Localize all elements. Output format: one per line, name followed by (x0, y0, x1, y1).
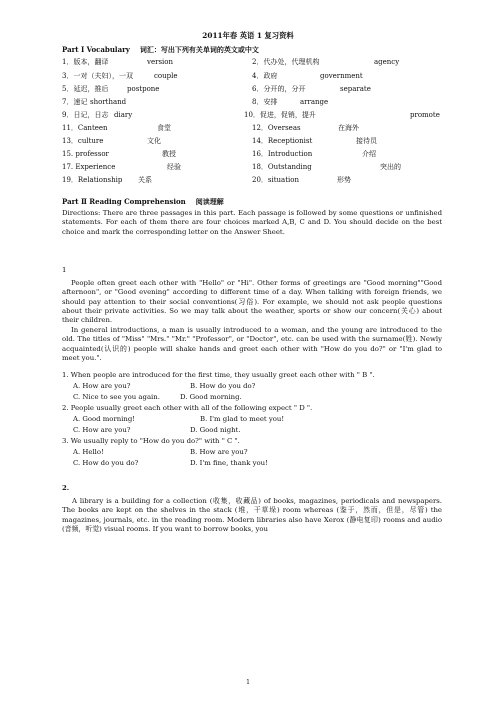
question-1-option-c: C. Nice to see you again. (73, 393, 160, 401)
vocab-cell: 8．安排 (252, 98, 278, 106)
passage-1-paragraph-1: People often greet each other with "Hello" or "Hi". Other forms of greetings are "Good morning""Good afternoon", or "Good evening" according to different time of a day. When talking with foreign friends, we should pay attention to their social conventions(习俗). For example, we should not ask people questions about their private activities. So we may talk about the weather, sports or show our concern(关心) about their children. (62, 279, 442, 325)
vocab-cell: couple (154, 72, 178, 80)
vocab-cell: arrange (300, 98, 329, 106)
vocab-row (62, 162, 442, 172)
passage-2-number: 2. (62, 484, 70, 492)
question-2-stem: 2. People usually greet each other with all of the following expect " D ". (62, 404, 313, 412)
vocab-cell: 6．分开的，分开 (252, 85, 306, 93)
vocab-cell: 经验 (167, 163, 181, 171)
vocab-cell: 7．速记 (62, 98, 88, 106)
vocab-cell: separate (340, 85, 371, 93)
directions: Directions: There are three passages in this part. Each passage is followed by some questions or unfinished statements. For each of them there are four choices marked A,B, C and D. You should decide on the best choice and mark the corresponding letter on the Answer Sheet. (62, 209, 442, 236)
vocab-cell: 18．Outstanding (252, 163, 312, 171)
vocab-cell: 形势 (337, 176, 351, 184)
vocab-cell: 突出的 (380, 163, 401, 171)
vocab-cell: 16．Introduction (252, 150, 313, 158)
question-3-option-b: B. How are you? (190, 448, 248, 456)
part2-label: Part Ⅱ Reading Comprehension (62, 197, 186, 206)
vocab-row (62, 71, 442, 81)
vocab-cell: 1．版本，翻译 (62, 58, 109, 66)
vocab-row (62, 57, 442, 67)
vocab-cell: 教授 (162, 150, 176, 158)
question-1-option-a: A. How are you? (73, 382, 131, 390)
question-2-option-b: B. I'm glad to meet you! (200, 415, 285, 423)
question-2-option-a: A. Good morning! (73, 415, 135, 423)
vocab-cell: 介绍 (362, 150, 376, 158)
vocab-cell: 文化 (147, 137, 161, 145)
vocab-cell: 关系 (138, 176, 152, 184)
question-2-option-c: C. How are you? (73, 426, 131, 434)
part2-heading (62, 197, 224, 207)
vocab-row (62, 84, 442, 94)
passage-1-paragraph-2: In general introductions, a man is usually introduced to a woman, and the young are introduced to the old. The titles of "Miss" "Mrs." "Mr." "Professor", or "Doctor", etc. can be used with the surname(姓). Newly acquainted(认识的) people will shake hands and greet each other with "How do you do?" or "I'm glad to meet you.". (62, 326, 442, 362)
question-3-option-c: C. How do you do? (73, 459, 139, 467)
question-1-option-b: B. How do you do? (190, 382, 256, 390)
vocab-cell: 接待员 (356, 137, 377, 145)
vocab-cell: 14．Receptionist (252, 137, 313, 145)
vocab-cell: 9．日记，日志 (62, 111, 109, 119)
vocab-cell: 20．situation (252, 176, 300, 184)
document-title: 2011年春 英语 1 复习资料 (202, 31, 294, 40)
vocab-row (62, 123, 442, 133)
vocab-row (62, 97, 442, 107)
vocab-cell: 2．代办处，代理机构 (252, 58, 320, 66)
vocab-row (62, 149, 442, 159)
question-2-option-d: D. Good night. (190, 426, 241, 434)
vocab-cell: postpone (127, 85, 160, 93)
vocab-cell: 5．延迟，推后 (62, 85, 109, 93)
part1-label: Part I Vocabulary (62, 45, 130, 54)
vocab-cell: 19．Relationship (62, 176, 123, 184)
vocab-cell: 15. professor (62, 150, 109, 158)
part1-heading (62, 45, 259, 55)
part1-cn: 词汇：写出下列有关单词的英文或中文 (139, 45, 259, 54)
vocab-row (62, 136, 442, 146)
vocab-row (62, 175, 442, 185)
passage-2-paragraph: A library is a building for a collection (收集，收藏品) of books, magazines, periodicals and newspapers. The books are kept on the shelves in the stack (堆，干草垛) room whereas (鉴于，然而，但是，尽管) the magazines, journals, etc. in the reading room. Modern libraries also have Xerox (静电复印) rooms and audio (音频，听觉) visual rooms. If you want to borrow books, you (62, 497, 442, 533)
vocab-cell: version (147, 58, 173, 66)
vocab-cell: shorthand (90, 98, 127, 106)
vocab-cell: 11．Canteen (62, 124, 108, 132)
question-1-stem: 1. When people are introduced for the first time, they usually greet each other with " B ". (62, 371, 375, 379)
part2-cn: 阅读理解 (195, 197, 224, 206)
question-3-option-d: D. I'm fine, thank you! (190, 459, 268, 467)
vocab-cell: 食堂 (157, 124, 171, 132)
vocab-cell: 17. Experience (62, 163, 116, 171)
question-1-option-d: D. Good morning. (180, 393, 242, 401)
vocab-row (62, 110, 442, 120)
vocab-cell: agency (374, 58, 400, 66)
vocab-cell: diary (114, 111, 133, 119)
vocab-cell: promote (410, 111, 440, 119)
vocab-cell: 12．Overseas (252, 124, 301, 132)
vocab-cell: 在海外 (338, 124, 359, 132)
vocab-cell: 13．culture (62, 137, 104, 145)
question-3-option-a: A. Hello! (73, 448, 104, 456)
passage-1-number: 1 (62, 266, 67, 274)
vocab-cell: 3．一对（夫妇），一双 (62, 72, 133, 80)
vocab-cell: government (320, 72, 363, 80)
page-number: 1 (246, 679, 250, 686)
vocab-cell: 4．政府 (252, 72, 278, 80)
question-3-stem: 3. We usually reply to "How do you do?" with " C ". (62, 437, 240, 445)
vocab-cell: 10．促进，促销，提升 (244, 111, 316, 119)
